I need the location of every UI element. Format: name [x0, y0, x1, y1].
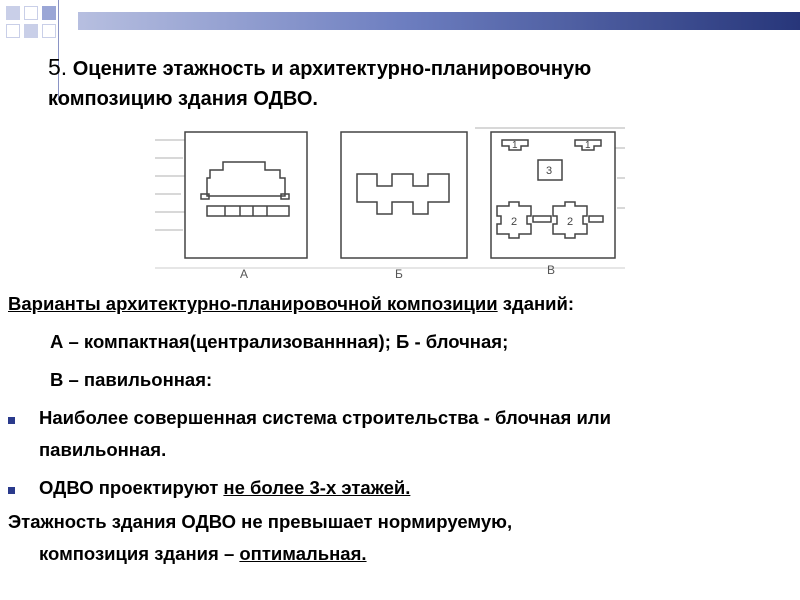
bullet2: [39, 477, 410, 499]
slide-title: [48, 52, 768, 114]
panel-label-b: Б: [395, 267, 403, 281]
panel-label-c: В: [547, 263, 556, 277]
conclusion-line1: Этажность здания ОДВО не превышает нормируемую,: [8, 511, 513, 532]
title-line-2: композицию здания ОДВО.: [48, 88, 318, 110]
bullet1-line2: павильонная.: [39, 439, 167, 460]
block-number: 2: [511, 216, 518, 228]
bullet2-underlined: не более 3-х этажей.: [223, 477, 411, 498]
variants-heading-underlined: Варианты архитектурно-планировочной композиции: [8, 293, 498, 314]
block-number: 3: [546, 165, 553, 177]
conclusion-underlined: оптимальная.: [239, 543, 367, 564]
plan-panel-b: [341, 132, 467, 258]
panel-label-a: А: [240, 267, 249, 281]
variant-ab: А – компактная(централизованнная); Б - блочная;: [50, 331, 509, 352]
bullet-marker: [8, 417, 15, 424]
title-number: 5.: [48, 54, 68, 80]
deco-square: [24, 24, 38, 38]
conclusion-prefix: композиция здания –: [39, 543, 240, 564]
block-number: 1: [512, 140, 518, 151]
deco-square: [42, 24, 56, 38]
deco-square: [6, 24, 20, 38]
plan-panel-a: [185, 132, 307, 258]
plan-variants-figure: [155, 118, 625, 286]
variant-c: В – павильонная:: [50, 369, 213, 390]
block-number: 2: [567, 216, 574, 228]
conclusion-line2: [39, 543, 367, 565]
bullet2-prefix: ОДВО проектируют: [39, 477, 224, 498]
block-number: 1: [585, 140, 591, 151]
header-decoration: [0, 0, 800, 42]
variants-heading-rest: зданий:: [497, 293, 575, 314]
deco-square: [42, 6, 56, 20]
bullet-marker: [8, 487, 15, 494]
title-line-1: Оцените этажность и архитектурно-планировочную: [72, 58, 592, 80]
bullet1-line1: Наиболее совершенная система строительства - блочная или: [39, 407, 611, 428]
plan-panel-c: [491, 132, 615, 258]
variants-heading: [8, 293, 574, 315]
scan-background: [155, 128, 625, 268]
deco-square: [6, 6, 20, 20]
deco-square: [24, 6, 38, 20]
plan-diagram: [155, 118, 625, 286]
header-gradient-stripe: [78, 12, 800, 30]
